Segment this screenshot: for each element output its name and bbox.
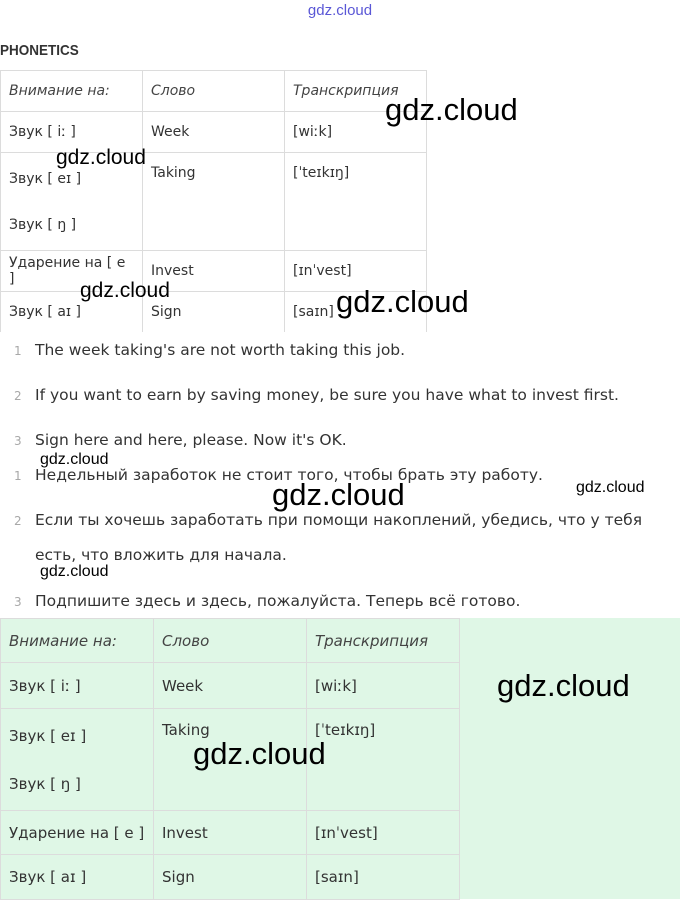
watermark: gdz.cloud <box>336 284 469 319</box>
list-text: If you want to earn by saving money, be sure you have what to invest first. <box>35 386 619 404</box>
site-watermark-top: gdz.cloud <box>307 2 373 19</box>
cell-focus-line: Звук [ ŋ ] <box>9 774 81 793</box>
watermark: gdz.cloud <box>40 563 109 580</box>
list-text: Sign here and here, please. Now it's OK. <box>35 431 347 449</box>
table-header-row <box>1 71 427 112</box>
list-number: 1 <box>14 469 22 483</box>
section-heading: PHONETICS <box>0 42 79 59</box>
list-item <box>14 386 660 404</box>
list-number: 3 <box>14 595 22 609</box>
watermark: gdz.cloud <box>80 279 170 302</box>
list-text: Подпишите здесь и здесь, пожалуйста. Теперь всё готово. <box>35 592 521 610</box>
list-item <box>14 592 660 610</box>
cell-transcription: [wiːk] <box>307 663 460 709</box>
list-text: Если ты хочешь заработать при помощи накоплений, убедись, что у тебя <box>35 511 643 529</box>
cell-transcription: [saɪn] <box>285 292 427 333</box>
list-item <box>14 341 660 359</box>
cell-focus: Звук [ iː ] <box>1 112 143 153</box>
table-row <box>1 811 460 855</box>
list-item <box>14 431 660 449</box>
cell-transcription: [ˈteɪkɪŋ] <box>307 709 460 811</box>
watermark: gdz.cloud <box>272 477 405 512</box>
cell-word: Week <box>154 663 307 709</box>
cell-transcription: [ˈteɪkɪŋ] <box>285 153 427 251</box>
list-item <box>14 511 660 529</box>
header-word: Слово <box>154 619 307 663</box>
header-transcription: Транскрипция <box>285 71 427 112</box>
cell-transcription: [ɪnˈvest] <box>307 811 460 855</box>
cell-focus-line: Звук [ eɪ ] <box>9 726 87 745</box>
cell-focus: Ударение на [ e ] <box>1 251 143 292</box>
table-row <box>1 663 460 709</box>
list-number: 3 <box>14 434 22 448</box>
header-focus: Внимание на: <box>1 619 154 663</box>
cell-word: Week <box>143 112 285 153</box>
cell-transcription: [saɪn] <box>307 855 460 900</box>
cell-word: Invest <box>154 811 307 855</box>
watermark: gdz.cloud <box>576 479 645 496</box>
cell-focus: Звук [ aɪ ] <box>1 292 143 333</box>
cell-focus: Ударение на [ e ] <box>1 811 154 855</box>
list-number: 2 <box>14 514 22 528</box>
list-number: 2 <box>14 389 22 403</box>
cell-focus: Звук [ aɪ ] <box>1 855 154 900</box>
cell-transcription: [wiːk] <box>285 112 427 153</box>
header-focus: Внимание на: <box>1 71 143 112</box>
header-transcription: Транскрипция <box>307 619 460 663</box>
cell-word: Taking <box>143 153 285 251</box>
cell-focus: Звук [ iː ] <box>1 663 154 709</box>
list-text: The week taking's are not worth taking this job. <box>35 341 406 359</box>
list-item-continuation: есть, что вложить для начала. <box>35 546 287 564</box>
cell-focus <box>1 709 154 811</box>
cell-focus-line: Звук [ ŋ ] <box>9 216 77 233</box>
watermark: gdz.cloud <box>40 451 109 468</box>
cell-transcription: [ɪnˈvest] <box>285 251 427 292</box>
cell-word: Sign <box>143 292 285 333</box>
watermark: gdz.cloud <box>497 668 630 703</box>
list-number: 1 <box>14 344 22 358</box>
table-header-row <box>1 619 460 663</box>
watermark: gdz.cloud <box>193 736 326 771</box>
table-row <box>1 855 460 900</box>
watermark: gdz.cloud <box>385 92 518 127</box>
header-word: Слово <box>143 71 285 112</box>
cell-word: Invest <box>143 251 285 292</box>
list-text: Недельный заработок не стоит того, чтобы брать эту работу. <box>35 466 543 484</box>
watermark: gdz.cloud <box>56 146 146 169</box>
cell-word: Sign <box>154 855 307 900</box>
cell-word: Taking <box>154 709 307 811</box>
cell-focus-line: Звук [ eɪ ] <box>9 170 82 187</box>
